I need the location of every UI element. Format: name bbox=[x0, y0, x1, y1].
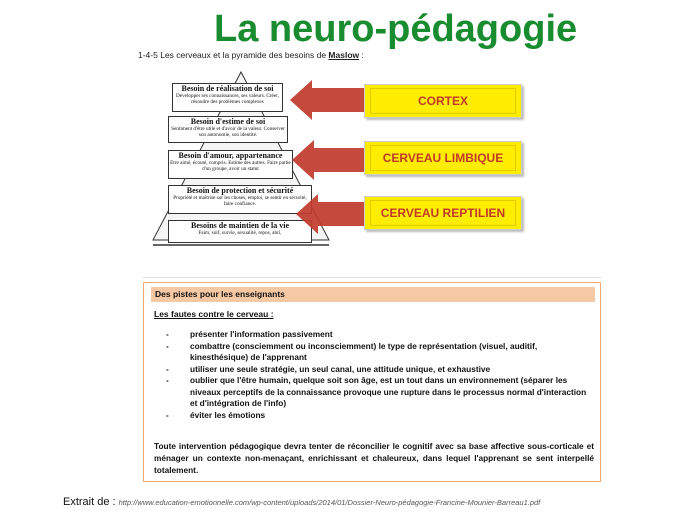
level-heading: Besoin de réalisation de soi bbox=[181, 84, 274, 93]
label-cortex bbox=[364, 84, 522, 118]
label-text: CERVEAU LIMBIQUE bbox=[370, 145, 516, 170]
pyramid-level-1 bbox=[172, 83, 283, 112]
list-item: - éviter les émotions bbox=[166, 410, 592, 422]
list-item: - oublier que l'être humain, quelque soit son âge, est un tout dans un environnement (séparer les niveaux perceptifs de la connaissance provoque une rupture dans le processus normal d'interaction et d'intégration de l'info) bbox=[166, 375, 592, 410]
divider bbox=[143, 277, 601, 278]
level-heading: Besoins de maintien de la vie bbox=[190, 221, 289, 230]
section-title: Les fautes contre le cerveau : bbox=[154, 309, 274, 319]
caption-prefix: 1-4-5 Les cerveaux et la pyramide des besoins de bbox=[138, 50, 329, 60]
arrow-left-icon bbox=[290, 80, 370, 120]
level-heading: Besoin d'estime de soi bbox=[190, 117, 266, 126]
list-item: - présenter l'information passivement bbox=[166, 329, 592, 341]
level-text: Etre aimé, écouté, compris. Estime des autres. Faire partie d'un groupe, avoir un statut bbox=[170, 160, 291, 172]
figure-caption bbox=[138, 50, 364, 60]
teacher-tips-panel bbox=[143, 282, 601, 482]
level-text: Faim, soif, survie, sexualité, repos, abri, bbox=[198, 230, 282, 236]
panel-header: Des pistes pour les enseignants bbox=[151, 287, 595, 302]
pyramid-level-3 bbox=[168, 150, 293, 179]
faults-list bbox=[166, 329, 592, 421]
caption-maslow: Maslow bbox=[328, 50, 360, 60]
caption-suffix: : bbox=[359, 50, 364, 60]
pyramid-level-5 bbox=[168, 220, 312, 243]
source-link[interactable]: http://www.education-emotionnelle.com/wp-content/uploads/2014/01/Dossier-Neuro-pédagogie-Francine-Mounier-Barreau1.pdf bbox=[118, 498, 541, 507]
pyramid-level-2 bbox=[168, 116, 288, 143]
label-text: CERVEAU REPTILIEN bbox=[370, 200, 516, 225]
list-item: - utiliser une seule stratégie, un seul canal, une attitude unique, et exhaustive bbox=[166, 364, 592, 376]
level-heading: Besoin de protection et sécurité bbox=[186, 186, 294, 195]
level-text: Développer ses connaissances, ses valeurs. Créer, résoudre des problèmes complexes bbox=[176, 93, 279, 105]
level-heading: Besoin d'amour, appartenance bbox=[178, 151, 283, 160]
arrow-left-icon bbox=[296, 194, 372, 234]
arrow-left-icon bbox=[292, 140, 372, 180]
conclusion-text: Toute intervention pédagogique devra tenter de réconcilier le cognitif avec sa base affective sous-corticale et ménager un contexte non-menaçant, enrichissant et chaleureux, dans lequel l'apprenant se sent interpellé totalement. bbox=[154, 441, 594, 475]
source-footer bbox=[63, 496, 540, 508]
page-title: La neuro-pédagogie bbox=[214, 8, 578, 50]
label-limbique bbox=[364, 141, 522, 175]
pyramid-level-4 bbox=[168, 185, 312, 214]
footer-label: Extrait de : bbox=[63, 496, 119, 508]
list-item: - combattre (consciemment ou inconsciemment) le type de représentation (visuel, auditif, kinesthésique) de l'apprenant bbox=[166, 341, 592, 364]
label-text: CORTEX bbox=[370, 88, 516, 113]
label-reptilien bbox=[364, 196, 522, 230]
level-text: Propriété et maîtrise sur les choses, emploi, se sentir en sécurité, faire confiance. bbox=[173, 195, 307, 207]
level-text: Sentiment d'être utile et d'avoir de la valeur. Conserver son autonomie, son identité. bbox=[171, 126, 285, 138]
